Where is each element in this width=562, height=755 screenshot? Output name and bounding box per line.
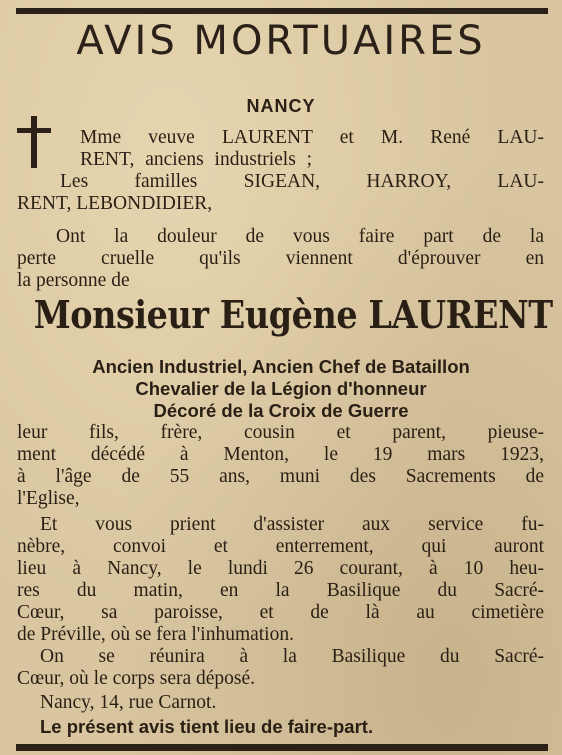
relation-line: leur fils, frère, cousin et parent, pieuse-: [17, 422, 544, 443]
relation-line: l'Eglise,: [17, 488, 80, 509]
announce-line: perte cruelle qu'ils viennent d'éprouver en: [17, 248, 544, 269]
service-line: lieu à Nancy, le lundi 26 courant, à 10 heu-: [17, 558, 544, 579]
family-line: Mme veuve LAURENT et M. René LAU-: [80, 127, 544, 148]
address-line: Nancy, 14, rue Carnot.: [40, 692, 217, 713]
deceased-name: Monsieur Eugène LAURENT: [33, 292, 553, 337]
announce-line: Ont la douleur de vous faire part de la: [56, 226, 544, 247]
cross-icon: [17, 116, 51, 168]
service-line: res du matin, en la Basilique du Sacré-: [17, 580, 544, 601]
honor-line: Chevalier de la Légion d'honneur: [135, 378, 427, 399]
family-line: RENT, LEBONDIDIER,: [17, 193, 213, 214]
announce-line: la personne de: [17, 270, 130, 291]
service-line: Cœur, sa paroisse, et de là au cimetière: [17, 602, 544, 623]
bottom-rule: [16, 744, 548, 751]
closing-note: Le présent avis tient lieu de faire-part.: [40, 716, 374, 737]
service-line: de Préville, où se fera l'inhumation.: [17, 624, 294, 645]
relation-line: à l'âge de 55 ans, muni des Sacrements de: [17, 466, 544, 487]
family-line: Les familles SIGEAN, HARROY, LAU-: [60, 171, 544, 192]
relation-line: ment décédé à Menton, le 19 mars 1923,: [17, 444, 544, 465]
section-title: AVIS MORTUAIRES: [76, 18, 486, 64]
honor-line: Décoré de la Croix de Guerre: [153, 400, 409, 421]
service-line: Et vous prient d'assister aux service fu-: [40, 514, 544, 535]
gather-line: On se réunira à la Basilique du Sacré-: [40, 646, 544, 667]
gather-line: Cœur, où le corps sera déposé.: [17, 668, 256, 689]
honor-line: Ancien Industriel, Ancien Chef de Bataillon: [92, 356, 470, 377]
top-rule: [16, 8, 548, 14]
service-line: nèbre, convoi et enterrement, qui auront: [17, 536, 544, 557]
city-heading: NANCY: [246, 96, 316, 116]
family-line: RENT, anciens industriels ;: [80, 149, 313, 170]
